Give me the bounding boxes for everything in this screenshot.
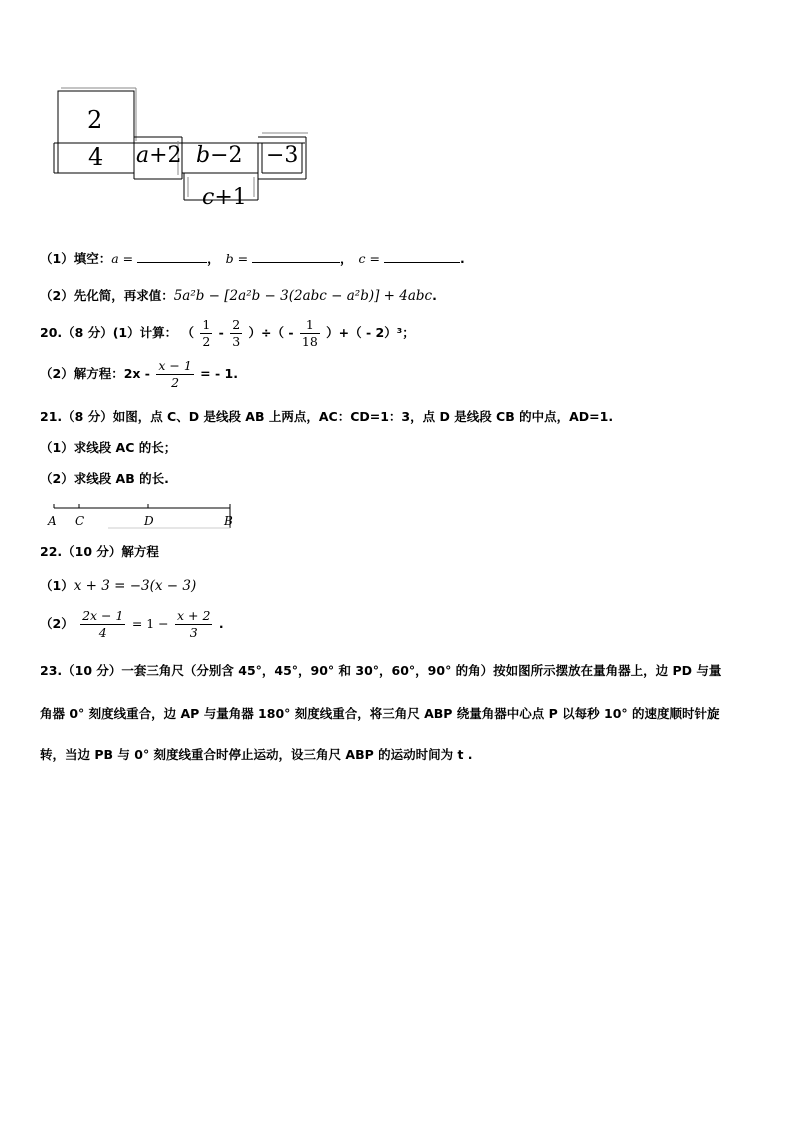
fraction-1-2: $\frac{1}{2}$ bbox=[202, 317, 211, 349]
net-cell-neg3: −3 bbox=[266, 143, 299, 168]
net-cell-b: b−2 bbox=[196, 143, 243, 168]
net-cell-c: c+1 bbox=[202, 185, 247, 210]
net-cell-a: a+2 bbox=[136, 143, 182, 168]
net-cell-left: 4 bbox=[88, 143, 104, 171]
fraction-x-plus-2-over-3: $\frac{x + 2}{3}$ bbox=[177, 608, 211, 640]
fraction-1-18: $\frac{1}{18}$ bbox=[301, 317, 318, 349]
point-c-label: C bbox=[75, 514, 85, 528]
q23-line3: 转，当边 PB 与 0° 刻度线重合时停止运动，设三角尺 ABP 的运动时间为 t . bbox=[40, 747, 473, 762]
point-d-label: D bbox=[144, 514, 154, 528]
fraction-2-3: $\frac{2}{3}$ bbox=[232, 317, 241, 349]
point-a-label: A bbox=[48, 514, 57, 528]
net-cell-top: 2 bbox=[87, 106, 103, 134]
fraction-x-minus-1-over-2: $\frac{x - 1}{2}$ bbox=[158, 358, 192, 390]
fraction-2x-minus-1-over-4: $\frac{2x - 1}{4}$ bbox=[82, 608, 124, 640]
q19-part2: （2）先化简，再求值：5a²b − [2a²b − 3(2abc − a²b)] + 4abc. bbox=[40, 288, 437, 304]
q20-part1: 20.（8 分）(1）计算： （ $\frac{1}{2}$ - $\frac{2}{3}$ ）÷（ - $\frac{1}{18}$ ）+（ - 2）³； bbox=[40, 317, 415, 349]
answer-blank-b[interactable] bbox=[252, 250, 340, 263]
point-b-label: B bbox=[224, 514, 233, 528]
answer-blank-c[interactable] bbox=[384, 250, 460, 263]
q19-part1: （1）填空：a = ， b = ， c = . bbox=[40, 251, 465, 266]
q22-part2: （2） $\frac{2x - 1}{4}$ = 1 − $\frac{x + 2}{3}$ . bbox=[40, 608, 224, 640]
q21-stem: 21.（8 分）如图，点 C、D 是线段 AB 上两点，AC：CD=1：3，点 D 是线段 CB 的中点，AD=1. bbox=[40, 409, 614, 424]
q23-line1: 23.（10 分）一套三角尺（分别含 45°，45°，90° 和 30°，60°，90° 的角）按如图所示摆放在量角器上，边 PD 与量 bbox=[40, 663, 722, 678]
q20-part2: （2）解方程：2x - $\frac{x - 1}{2}$ = - 1. bbox=[40, 358, 238, 390]
q21-part2: （2）求线段 AB 的长. bbox=[40, 471, 169, 486]
q23-line2: 角器 0° 刻度线重合，边 AP 与量角器 180° 刻度线重合，将三角尺 ABP 绕量角器中心点 P 以每秒 10° 的速度顺时针旋 bbox=[40, 706, 720, 721]
q22-stem: 22.（10 分）解方程 bbox=[40, 544, 159, 559]
q22-part1: （1）x + 3 = −3(x − 3) bbox=[40, 578, 197, 594]
answer-blank-a[interactable] bbox=[137, 250, 207, 263]
q21-part1: （1）求线段 AC 的长； bbox=[40, 440, 177, 455]
